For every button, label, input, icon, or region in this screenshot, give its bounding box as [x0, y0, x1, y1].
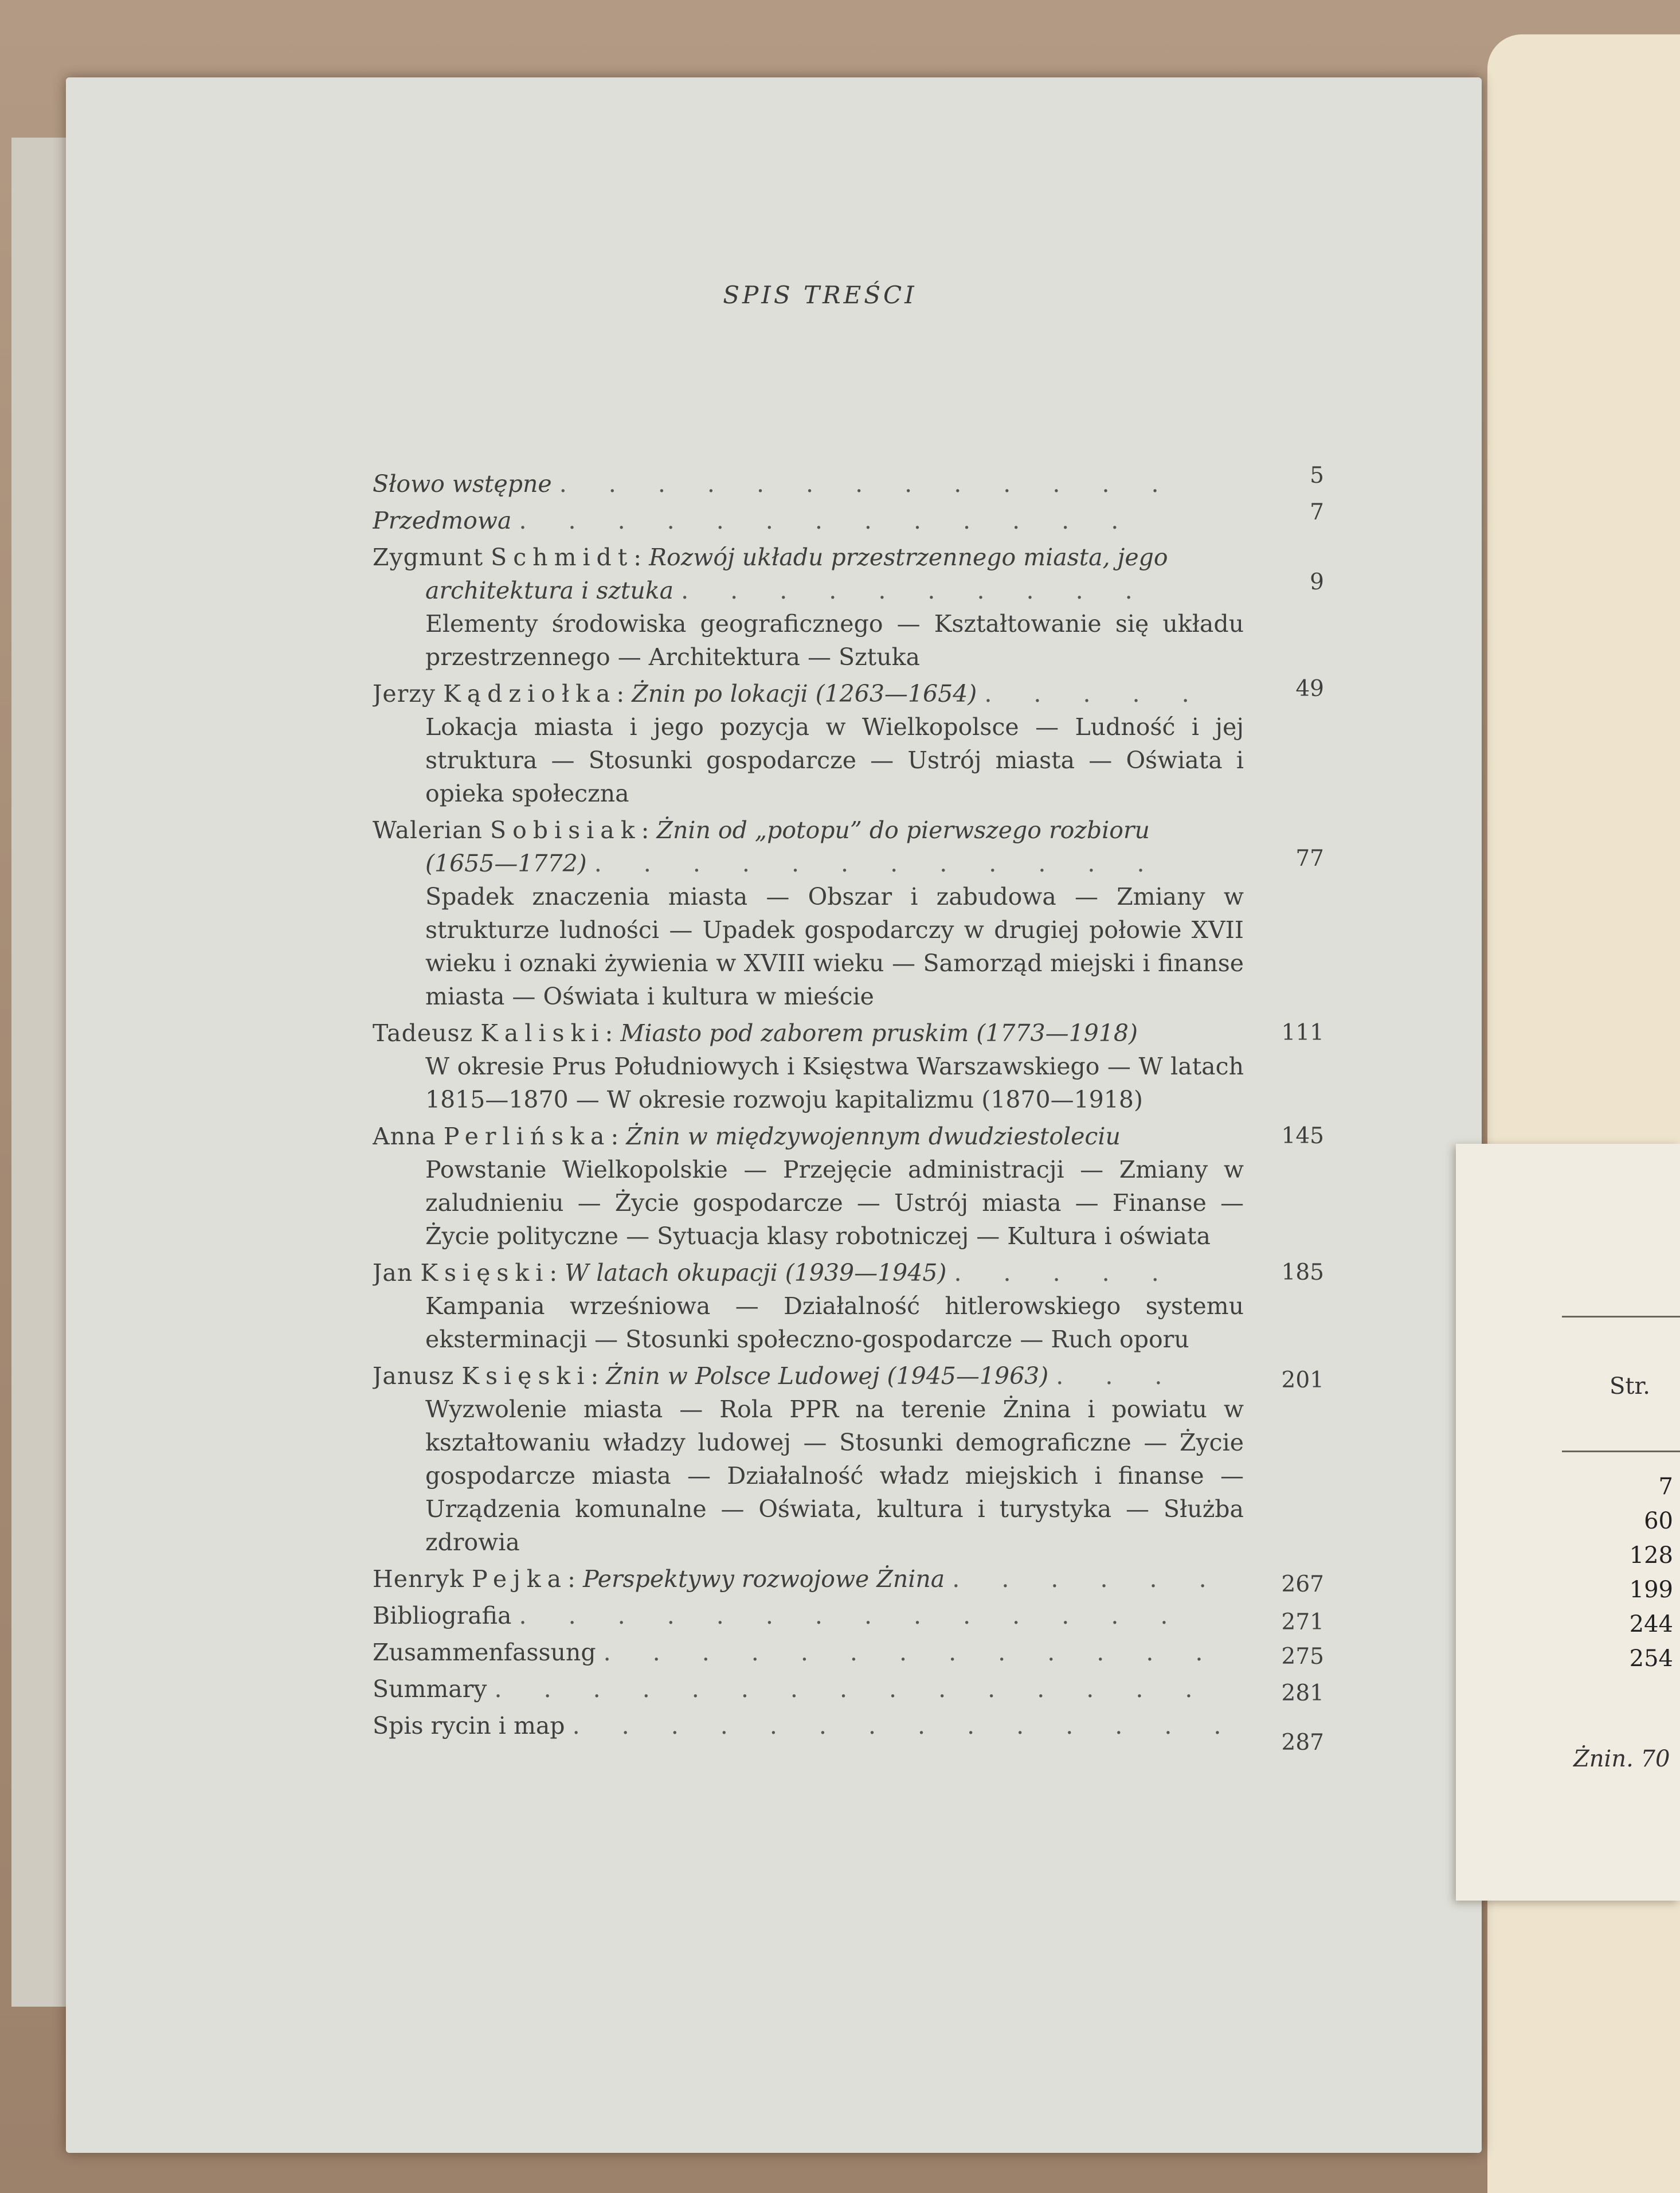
- toc-entry-bibliography: Bibliografia . . . . . . . . . . . . . . 271: [373, 1599, 1324, 1632]
- author-surname: Księski: [420, 1259, 550, 1287]
- page-number: 185: [1281, 1260, 1324, 1285]
- entry-title-continued: architektura i sztuka: [425, 577, 674, 604]
- entry-title: Żnin od „potopu” do pierwszego rozbioru: [656, 816, 1150, 844]
- author-first-name: Jan: [373, 1259, 413, 1287]
- insert-number: 199: [1629, 1577, 1673, 1603]
- insert-number: 254: [1629, 1645, 1673, 1672]
- entry-description: Kampania wrześniowa — Działalność hitlerowskiego systemu eksterminacji — Stosunki społeczno-gospodarcze — Ruch oporu: [425, 1292, 1244, 1353]
- toc-entry-zusammenfassung: Zusammenfassung . . . . . . . . . . . . . 275: [373, 1636, 1324, 1669]
- page-number: 271: [1281, 1609, 1324, 1635]
- toc-entry-summary: Summary . . . . . . . . . . . . . . . 281: [373, 1672, 1324, 1706]
- author-first-name: Anna: [373, 1123, 436, 1150]
- author-surname: Kądziołka: [443, 680, 617, 707]
- page-number: 287: [1281, 1730, 1324, 1756]
- author-first-name: Henryk: [373, 1565, 465, 1593]
- book-spine: [11, 138, 68, 2007]
- insert-number: 128: [1629, 1542, 1673, 1569]
- author-surname: Pejka: [472, 1565, 568, 1593]
- toc-entry-figures: Spis rycin i map . . . . . . . . . . . . . . 287: [373, 1709, 1324, 1742]
- table-of-contents: [373, 463, 1324, 1756]
- entry-title: Zusammenfassung: [373, 1639, 596, 1666]
- divider: [1562, 1316, 1680, 1318]
- page-number: 281: [1281, 1680, 1324, 1706]
- page-number: 267: [1281, 1572, 1324, 1597]
- page-number: 5: [1310, 463, 1324, 488]
- divider: [1562, 1451, 1680, 1452]
- author-surname: Schmidt: [491, 544, 634, 571]
- toc-entry-ksieski-jan: Jan Księski: W latach okupacji (1939—1945) . . . . . 185 Kampania wrześniowa — Działalność hitlerowskiego systemu eksterminacji — Stosunki społeczno-gospodarcze — Ruch oporu: [373, 1256, 1324, 1356]
- toc-entry-kaliski: Tadeusz Kaliski: Miasto pod zaborem pruskim (1773—1918) 111 W okresie Prus Południowych i Księstwa Warszawskiego — W latach 1815—1870 — W okresie rozwoju kapitalizmu (1870—1918): [373, 1017, 1324, 1116]
- page-number: 145: [1281, 1123, 1324, 1149]
- entry-title: Spis rycin i map: [373, 1712, 565, 1739]
- page-number: 9: [1310, 569, 1324, 595]
- author-surname: Perlińska: [443, 1123, 611, 1150]
- entry-title: Rozwój układu przestrzennego miasta, jego: [649, 544, 1168, 571]
- author-first-name: Walerian: [373, 816, 483, 844]
- page-number: 111: [1281, 1020, 1324, 1046]
- entry-title: Żnin po lokacji (1263—1654): [632, 680, 977, 707]
- entry-title: Żnin w międzywojennym dwudziestoleciu: [626, 1123, 1121, 1150]
- entry-title: Perspektywy rozwojowe Żnina: [582, 1565, 945, 1593]
- entry-title: Summary: [373, 1675, 487, 1703]
- toc-entry-pejka: Henryk Pejka: Perspektywy rozwojowe Żnina . . . . . . 267: [373, 1562, 1324, 1596]
- entry-description: Lokacja miasta i jego pozycja w Wielkopolsce — Ludność i jej struktura — Stosunki gospodarcze — Ustrój miasta — Oświata i opieka społeczna: [425, 713, 1244, 807]
- author-first-name: Janusz: [373, 1362, 455, 1390]
- entry-title: Miasto pod zaborem pruskim (1773—1918): [620, 1019, 1138, 1047]
- toc-entry-perlinska: Anna Perlińska: Żnin w międzywojennym dwudziestoleciu 145 Powstanie Wielkopolskie — Przejęcie administracji — Zmiany w zaludnieniu — Życie gospodarcze — Ustrój miasta — Finanse — Życie polityczne — Sytuacja klasy robotniczej — Kultura i oświata: [373, 1120, 1324, 1253]
- toc-entry-schmidt: Zygmunt Schmidt: Rozwój układu przestrzennego miasta, jego architektura i sztuka . . . . . . . . . . 9 Elementy środowiska geograficznego — Kształtowanie się układu przestrzennego — Architektura — Sztuka: [373, 541, 1324, 674]
- entry-description: Powstanie Wielkopolskie — Przejęcie administracji — Zmiany w zaludnieniu — Życie gospodarcze — Ustrój miasta — Finanse — Życie polityczne — Sytuacja klasy robotniczej — Kultura i oświata: [425, 1156, 1244, 1250]
- author-surname: Kaliski: [480, 1019, 605, 1047]
- entry-title: W latach okupacji (1939—1945): [565, 1259, 947, 1287]
- author-first-name: Jerzy: [373, 680, 436, 707]
- author-surname: Księski: [461, 1362, 591, 1390]
- page-number: 49: [1295, 676, 1324, 702]
- insert-number: 244: [1629, 1611, 1673, 1637]
- toc-entry-ksieski-janusz: Janusz Księski: Żnin w Polsce Ludowej (1945—1963) . . . 201 Wyzwolenie miasta — Rola PPR na terenie Żnina i powiatu w kształtowaniu władzy ludowej — Stosunki demograficzne — Życie gospodarcze miasta — Działalność władz miejskich i finanse — Urządzenia komunalne — Oświata, kultura i turystyka — Służba zdrowia: [373, 1359, 1324, 1559]
- entry-title: Żnin w Polsce Ludowej (1945—1963): [606, 1362, 1049, 1390]
- entry-title: Słowo wstępne: [373, 470, 552, 498]
- entry-title: Przedmowa: [373, 507, 512, 534]
- toc-entry-preface: Przedmowa . . . . . . . . . . . . . 7: [373, 504, 1324, 537]
- page-number: 77: [1295, 846, 1324, 871]
- insert-number: 7: [1658, 1473, 1673, 1500]
- entry-description: W okresie Prus Południowych i Księstwa Warszawskiego — W latach 1815—1870 — W okresie rozwoju kapitalizmu (1870—1918): [425, 1053, 1244, 1113]
- loose-insert-sheet: [1456, 1144, 1680, 1901]
- page-number: 201: [1281, 1367, 1324, 1393]
- page-title: SPIS TREŚCI: [723, 281, 917, 309]
- toc-entry-foreword: Słowo wstępne . . . . . . . . . . . . . 5: [373, 467, 1324, 501]
- toc-entry-sobisiak: Walerian Sobisiak: Żnin od „potopu” do pierwszego rozbioru (1655—1772) . . . . . . . . . . . . 77 Spadek znaczenia miasta — Obszar i zabudowa — Zmiany w strukturze ludności — Upadek gospodarczy w drugiej połowie XVII wieku i oznaki żywienia w XVIII wieku — Samorząd miejski i finanse miasta — Oświata i kultura w mieście: [373, 814, 1324, 1013]
- entry-description: Elementy środowiska geograficznego — Kształtowanie się układu przestrzennego — Architektura — Sztuka: [425, 610, 1244, 671]
- insert-footer: Żnin. 70: [1573, 1746, 1670, 1772]
- entry-title: Bibliografia: [373, 1602, 512, 1629]
- column-header: Str.: [1609, 1373, 1650, 1400]
- entry-description: Spadek znaczenia miasta — Obszar i zabudowa — Zmiany w strukturze ludności — Upadek gospodarczy w drugiej połowie XVII wieku i oznaki żywienia w XVIII wieku — Samorząd miejski i finanse miasta — Oświata i kultura w mieście: [425, 883, 1244, 1010]
- entry-description: Wyzwolenie miasta — Rola PPR na terenie Żnina i powiatu w kształtowaniu władzy ludowej — Stosunki demograficzne — Życie gospodarcze miasta — Działalność władz miejskich i finanse — Urządzenia komunalne — Oświata, kultura i turystyka — Służba zdrowia: [425, 1395, 1244, 1556]
- author-first-name: Zygmunt: [373, 544, 484, 571]
- author-first-name: Tadeusz: [373, 1019, 473, 1047]
- entry-title-continued: (1655—1772): [425, 850, 587, 877]
- page-number: 7: [1310, 499, 1324, 525]
- toc-entry-kadziolka: Jerzy Kądziołka: Żnin po lokacji (1263—1654) . . . . . 49 Lokacja miasta i jego pozycja w Wielkopolsce — Ludność i jej struktura — Stosunki gospodarcze — Ustrój miasta — Oświata i opieka społeczna: [373, 677, 1324, 810]
- author-surname: Sobisiak: [490, 816, 641, 844]
- page-number: 275: [1281, 1644, 1324, 1670]
- insert-number: 60: [1644, 1508, 1673, 1534]
